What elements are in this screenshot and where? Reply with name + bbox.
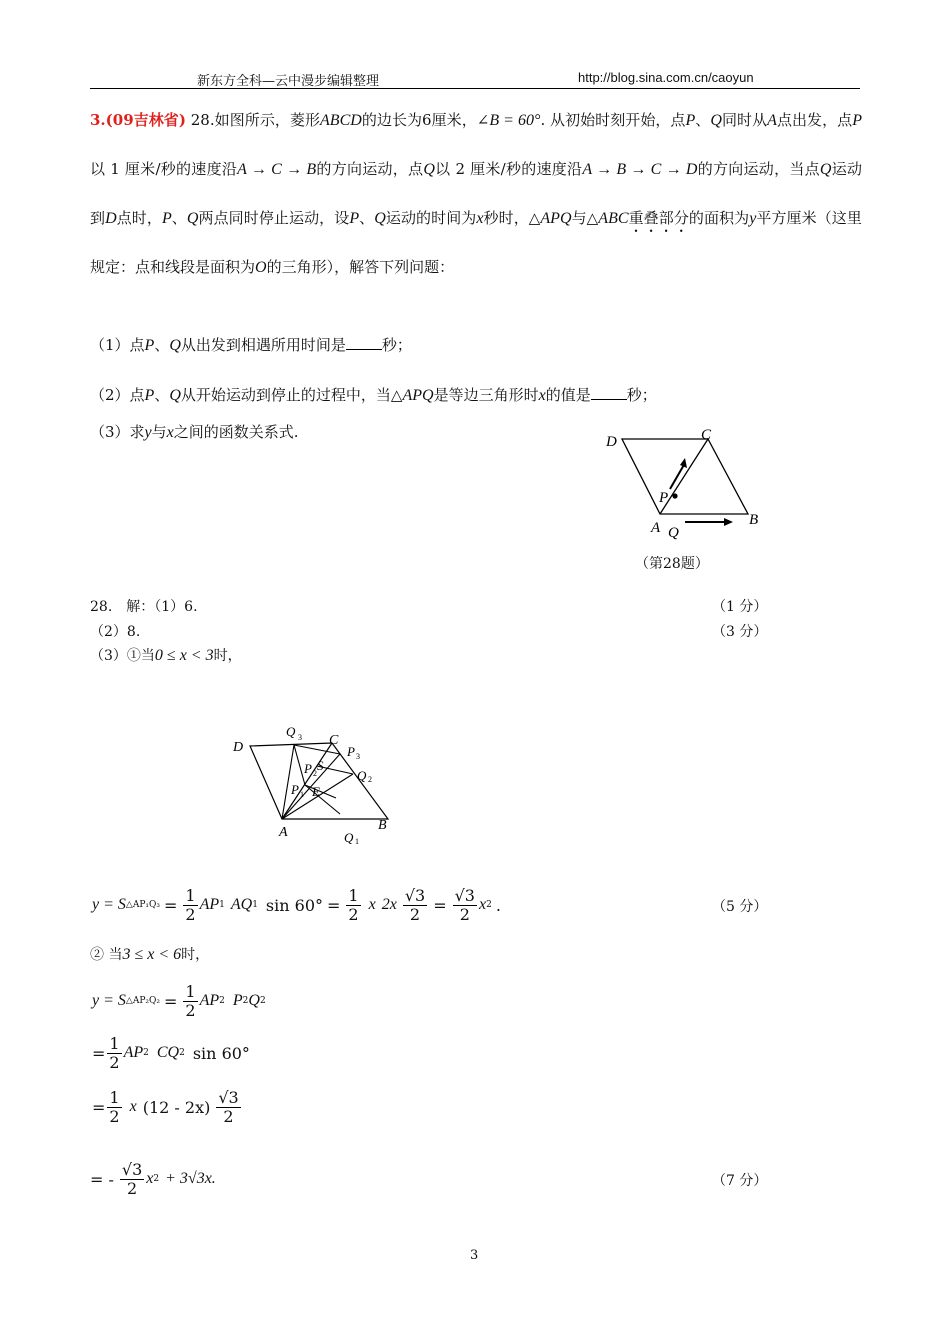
label2-Q2: Q [357, 768, 367, 783]
label2-P2-sub: 2 [313, 769, 317, 778]
emphasis-overlap: 重叠部分 [628, 209, 689, 227]
label2-S: S [317, 758, 324, 773]
label2-P2: P [304, 761, 312, 776]
figure-construction [228, 718, 403, 848]
rhombus-abcd [622, 439, 748, 514]
point-p [672, 493, 677, 498]
question-1: （1）点P、Q从出发到相遇所用时间是 秒； [90, 336, 412, 354]
label2-B: B [378, 818, 387, 833]
label2-C: C [329, 733, 339, 748]
header-url[interactable]: http://blog.sina.com.cn/caoyun [578, 70, 754, 85]
solution-3-case1: （3）①当0 ≤ x < 3时， [90, 647, 242, 664]
figure-caption: （第28题） [635, 556, 709, 572]
solution-1: 28. 解：（1）6. [90, 599, 198, 615]
formula-case2-step3: = $\frac{1}{2}$ x (12 - 2x) $\frac{√3}{2}$ [92, 1087, 239, 1126]
label2-A: A [279, 825, 288, 840]
answer-blank-1 [346, 335, 382, 350]
label-A: A [651, 520, 661, 536]
arrow-q-head [724, 518, 733, 526]
source-tag: 3.(09吉林省) [90, 111, 186, 129]
label2-P1-sub: 1 [300, 790, 304, 799]
label2-E: E [312, 784, 320, 799]
question-3: （3）求y与x之间的函数关系式. [90, 423, 299, 441]
score-3: （5 分） [712, 899, 768, 915]
header-left: 新东方全科—云中漫步编辑整理 [197, 74, 380, 89]
diagonal-ac [282, 743, 332, 819]
segment-p1-q1 [305, 785, 340, 814]
label2-Q3: Q [286, 724, 296, 739]
label2-P3-sub: 3 [356, 752, 360, 761]
label-P: P [659, 490, 669, 506]
figure-rhombus [595, 425, 775, 545]
question-2: （2）点P、Q从开始运动到停止的过程中，当△APQ是等边三角形时x的值是 秒； [90, 386, 657, 404]
score-1: （1 分） [712, 599, 768, 615]
page-number: 3 [470, 1248, 479, 1263]
arrow-p-head [680, 458, 687, 468]
label2-Q1: Q [344, 830, 354, 845]
solution-3-case2: ② 当3 ≤ x < 6时， [90, 946, 210, 963]
score-4: （7 分） [712, 1173, 768, 1189]
label2-Q1-sub: 1 [355, 837, 359, 846]
header-rule [90, 88, 860, 89]
formula-case1: y = S △AP₁Q₃ = $\frac{1}{2}$ AP 1 AQ 1 sin 60° = $\frac{1}{2}$ x 2x $\frac{√3}{2}$ = $\frac{√3}{2}$ x 2 . [92, 885, 501, 924]
formula-case2-step1: y = S △AP₂Q₂ = $\frac{1}{2}$ AP 2 P 2 Q 2 [92, 981, 266, 1020]
answer-blank-2 [591, 385, 627, 400]
label2-Q3-sub: 3 [298, 733, 302, 742]
formula-case2-step2: = $\frac{1}{2}$ AP 2 CQ 2 sin 60° [92, 1033, 250, 1072]
label2-P3: P [347, 744, 355, 759]
arrow-p-shaft [670, 463, 685, 489]
label-C: C [701, 427, 712, 443]
label-B: B [749, 512, 759, 528]
problem-statement: 3.(09吉林省) 28.如图所示，菱形ABCD的边长为6厘米，∠B = 60°. 从初始时刻开始，点P、Q同时从A点出发，点P以 1 厘米/秒的速度沿A → C → B的方向运动，点Q以 2 厘米/秒的速度沿A → B → C → D的方向运动，当点Q运动到D点时，P、Q两点同时停止运动，设P、Q运动的时间为x秒时，△APQ与△ABC重叠部分的面积为y平方厘米（这里规定：点和线段是面积为O的三角形），解答下列问题： [90, 111, 862, 276]
label2-P1: P [291, 782, 299, 797]
label2-Q2-sub: 2 [368, 775, 372, 784]
label-Q: Q [668, 525, 679, 541]
solution-2: （2）8. [90, 624, 141, 640]
score-2: （3 分） [712, 624, 768, 640]
segment-p1-aux [305, 785, 336, 798]
label2-D: D [233, 740, 244, 755]
label-D: D [606, 434, 617, 450]
formula-case2-result: = - $\frac{√3}{2}$ x 2 + 3√3x. [90, 1159, 216, 1198]
